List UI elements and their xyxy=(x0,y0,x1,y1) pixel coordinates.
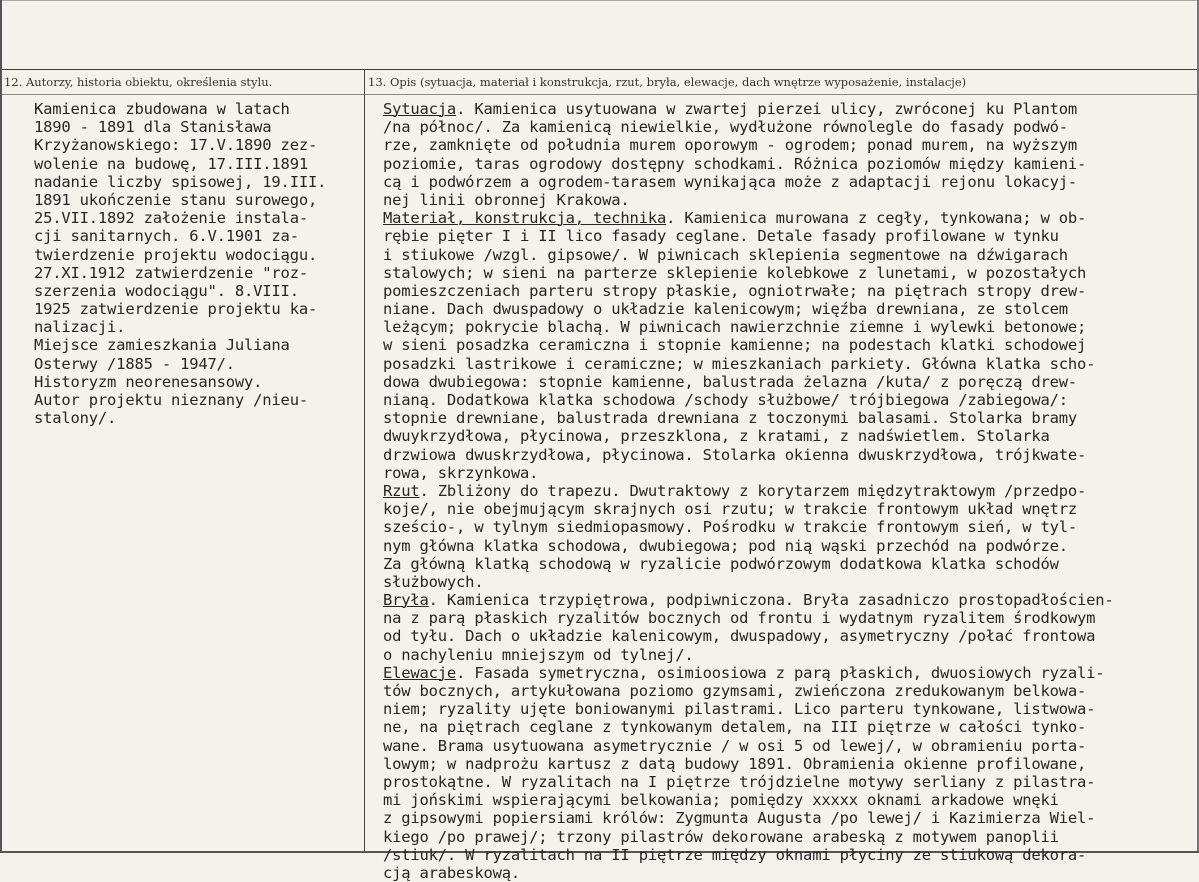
line-text: /na północ/. Za kamienicą niewielkie, wydłużone równolegle do fasady podwó- xyxy=(383,118,1068,137)
line-text: dowa dwubiegowa: stopnie kamienne, balustrada żelazna /kuta/ z poręczą drew- xyxy=(383,372,1078,391)
left-text-line: szerzenia wodociągu". 8.VIII. xyxy=(34,281,299,300)
header-top-rule xyxy=(0,69,1199,70)
line-text: tów bocznych, artykułowana poziomo gzymsami, zwieńczona zredukowanym belkowa- xyxy=(383,682,1087,700)
right-text-line xyxy=(383,864,1193,882)
line-text: /stiuk/. W ryzalitach na II piętrze między oknami płyciny ze stiukową dekora- xyxy=(383,845,1087,864)
left-text-line: 1925 zatwierdzenie projektu ka- xyxy=(34,300,318,319)
right-text-line xyxy=(383,518,1193,536)
right-text-line xyxy=(383,700,1193,718)
right-text-line xyxy=(383,500,1193,518)
left-text-line: nalizacji. xyxy=(34,318,126,337)
line-text: posadzki lastrikowe i ceramiczne; w mieszkaniach parkiety. Główna klatka scho- xyxy=(383,354,1096,373)
line-text: prostokątne. W ryzalitach na I piętrze trójdzielne motywy serliany z pilastra- xyxy=(383,772,1096,791)
line-text: drzwiowa dwuskrzydłowa, płycinowa. Stolarka okienna dwuskrzydłowa, trójkwate- xyxy=(383,445,1087,464)
left-text-line: Miejsce zamieszkania Juliana xyxy=(34,336,290,355)
right-text-line xyxy=(383,828,1193,846)
right-text-line xyxy=(383,791,1193,809)
left-text-line: Osterwy /1885 - 1947/. xyxy=(34,354,235,373)
right-text-line xyxy=(383,773,1193,791)
right-text-line xyxy=(383,246,1193,264)
right-text-line xyxy=(383,209,1193,227)
section-heading: Bryła xyxy=(383,591,429,610)
section-heading: Rzut xyxy=(383,481,420,500)
line-text: mi jońskimi wspierającymi belkowania; pomiędzy xxxxx oknami arkadowe wnęki xyxy=(383,791,1059,810)
right-text-line xyxy=(383,609,1193,627)
line-text: stalowych; w sieni na parterze sklepienie kolebkowe z lunetami, w pozostałych xyxy=(383,263,1087,282)
right-text-line xyxy=(383,573,1193,591)
right-text-line xyxy=(383,100,1193,118)
right-text-line xyxy=(383,846,1193,864)
left-text-line: Autor projektu nieznany /nieu- xyxy=(34,391,308,409)
left-text-line: wolenie na budowę, 17.III.1891 xyxy=(34,154,308,173)
right-text-line xyxy=(383,627,1193,645)
right-text-line xyxy=(383,464,1193,482)
line-text: służbowych. xyxy=(383,572,484,591)
right-text-line xyxy=(383,318,1193,336)
left-text-line: cji sanitarnych. 6.V.1901 za- xyxy=(34,227,299,246)
right-text-line xyxy=(383,591,1193,609)
line-text: . Zbliżony do trapezu. Dwutraktowy z korytarzem międzytraktowym /przedpo- xyxy=(419,481,1087,500)
line-text: ne, na piętrach ceglane z tynkowanym detalem, na III piętrze w całości tynko- xyxy=(383,718,1087,737)
line-text: rębie pięter I i II lico fasady ceglane. Detale fasady profilowane w tynku xyxy=(383,227,1059,246)
line-text: wane. Brama usytuowana asymetrycznie / w osi 5 od lewej/, w obramieniu porta- xyxy=(383,736,1087,755)
right-text-line xyxy=(383,336,1193,354)
right-text-line xyxy=(383,446,1193,464)
left-text-line: 1890 - 1891 dla Stanisława xyxy=(34,118,272,137)
left-text-line: twierdzenie projektu wodociągu. xyxy=(34,245,318,264)
left-text-line: Kamienica zbudowana w latach xyxy=(34,100,290,118)
line-text: . Kamienica usytuowana w zwartej pierzei ulicy, zwróconej ku Plantom xyxy=(456,100,1078,118)
right-text-line xyxy=(383,482,1193,500)
right-text-line xyxy=(383,373,1193,391)
left-edge-line xyxy=(0,0,2,853)
right-text-line xyxy=(383,755,1193,773)
right-text-line xyxy=(383,809,1193,827)
left-text-line: nadanie liczby spisowej, 19.III. xyxy=(34,172,327,191)
right-text-line xyxy=(383,264,1193,282)
section-heading: Elewacje xyxy=(383,663,457,682)
line-text: i stiukowe /wzgl. gipsowe/. W piwnicach sklepienia segmentowe na dźwigarach xyxy=(383,245,1068,264)
line-text: od tyłu. Dach o układzie kalenicowym, dwuspadowy, asymetryczny /połać frontowa xyxy=(383,627,1096,646)
line-text: kiego /po prawej/; trzony pilastrów dekorowane arabeską z motywem panoplii xyxy=(383,827,1059,846)
right-text-line xyxy=(383,537,1193,555)
line-text: nym główna klatka schodowa, dwubiegowa; pod nią wąski przechód na podwórze. xyxy=(383,536,1068,555)
line-text: lowym; w nadprożu kartusz z datą budowy 1891. Obramienia okienne profilowane, xyxy=(383,754,1087,773)
right-text-line xyxy=(383,737,1193,755)
right-text-line xyxy=(383,718,1193,736)
right-text-line xyxy=(383,227,1193,245)
right-text-line xyxy=(383,118,1193,136)
authors-history-column xyxy=(34,100,359,427)
header-bottom-rule xyxy=(0,94,1199,95)
left-text-line: 1891 ukończenie stanu surowego, xyxy=(34,190,318,209)
left-text-line: Krzyżanowskiego: 17.V.1890 zez- xyxy=(34,136,318,155)
right-text-line xyxy=(383,409,1193,427)
right-text-line xyxy=(383,282,1193,300)
line-text: rze, zamknięte od południa murem oporowym - ogrodem; ponad murem, na wyższym xyxy=(383,136,1078,155)
line-text: . Kamienica trzypiętrowa, podpiwniczona. Bryła zasadniczo prostopadłościen- xyxy=(428,591,1114,610)
section-heading: Materiał, konstrukcja, technika xyxy=(383,209,667,228)
line-text: z gipsowymi popiersiami królów: Zygmunta Augusta /po lewej/ i Kazimierza Wiel- xyxy=(383,809,1096,828)
column-divider xyxy=(364,69,365,853)
description-column xyxy=(383,100,1193,882)
line-text: . Kamienica murowana z cegły, tynkowana; w ob- xyxy=(666,209,1087,228)
line-text: poziomie, taras ogrodowy dostępny schodkami. Różnica poziomów między kamieni- xyxy=(383,154,1087,173)
line-text: cą i podwórzem a ogrodem-tarasem wynikająca może z adaptacji rejonu lokacyj- xyxy=(383,172,1078,191)
right-text-line xyxy=(383,555,1193,573)
line-text: nianą. Dodatkowa klatka schodowa /schody służbowe/ trójbiegowa /zabiegowa/: xyxy=(383,391,1068,409)
line-text: leżącym; pokrycie blachą. W piwnicach nawierzchnie ziemne i wylewki betonowe; xyxy=(383,318,1087,337)
right-text-line xyxy=(383,664,1193,682)
left-text-line: Historyzm neorenesansowy. xyxy=(34,372,263,391)
right-text-line xyxy=(383,136,1193,154)
line-text: na z parą płaskich ryzalitów bocznych od frontu i wydatnym ryzalitem środkowym xyxy=(383,609,1096,628)
line-text: niane. Dach dwuspadowy o układzie kalenicowym; więźba drewniana, ze stolcem xyxy=(383,300,1068,319)
left-text-line: 25.VII.1892 założenie instala- xyxy=(34,209,308,228)
left-text-line: 27.XI.1912 zatwierdzenie "roz- xyxy=(34,263,308,282)
line-text: . Fasada symetryczna, osimioosiowa z parą płaskich, dwuosiowych ryzali- xyxy=(456,663,1105,682)
right-text-line xyxy=(383,155,1193,173)
left-text-line: stalony/. xyxy=(34,409,117,428)
section-13-header: 13. Opis (sytuacja, materiał i konstrukcja, rzut, bryła, elewacje, dach wnętrze wyposażenie, instalacje) xyxy=(368,75,967,89)
line-text: koje/, nie obejmującym skrajnych osi rzutu; w trakcie frontowym układ wnętrz xyxy=(383,500,1078,519)
right-text-line xyxy=(383,427,1193,445)
section-12-header: 12. Autorzy, historia obiektu, określenia stylu. xyxy=(4,75,273,89)
line-text: niem; ryzality ujęte boniowanymi pilastrami. Lico parteru tynkowane, listwowa- xyxy=(383,700,1096,719)
line-text: sześcio-, w tylnym siedmiopasmowy. Pośrodku w trakcie frontowym sień, w tyl- xyxy=(383,518,1078,537)
right-text-line xyxy=(383,300,1193,318)
line-text: rowa, skrzynkowa. xyxy=(383,463,539,482)
right-text-line xyxy=(383,191,1193,209)
line-text: w sieni posadzka ceramiczna i stopnie kamienne; na podestach klatki schodowej xyxy=(383,336,1087,355)
line-text: stopnie drewniane, balustrada drewniana z toczonymi balasami. Stolarka bramy xyxy=(383,409,1078,428)
line-text: Za główną klatką schodową w ryzalicie podwórzowym dodatkowa klatka schodów xyxy=(383,554,1059,573)
right-text-line xyxy=(383,173,1193,191)
line-text: o nachyleniu mniejszym od tylnej/. xyxy=(383,645,694,664)
line-text: nej linii obronnej Krakowa. xyxy=(383,190,630,209)
right-text-line xyxy=(383,682,1193,700)
line-text: dwuykrzydłowa, płycinowa, przeszklona, z kratami, z nadświetlem. Stolarka xyxy=(383,427,1050,446)
right-text-line xyxy=(383,391,1193,409)
top-edge-line xyxy=(0,0,1199,1)
line-text: pomieszczeniach parteru stropy płaskie, ogniotrwałe; na piętrach stropy drew- xyxy=(383,281,1087,300)
line-text: cją arabeskową. xyxy=(383,863,520,882)
section-heading: Sytuacja xyxy=(383,100,457,118)
right-text-line xyxy=(383,355,1193,373)
right-text-line xyxy=(383,646,1193,664)
